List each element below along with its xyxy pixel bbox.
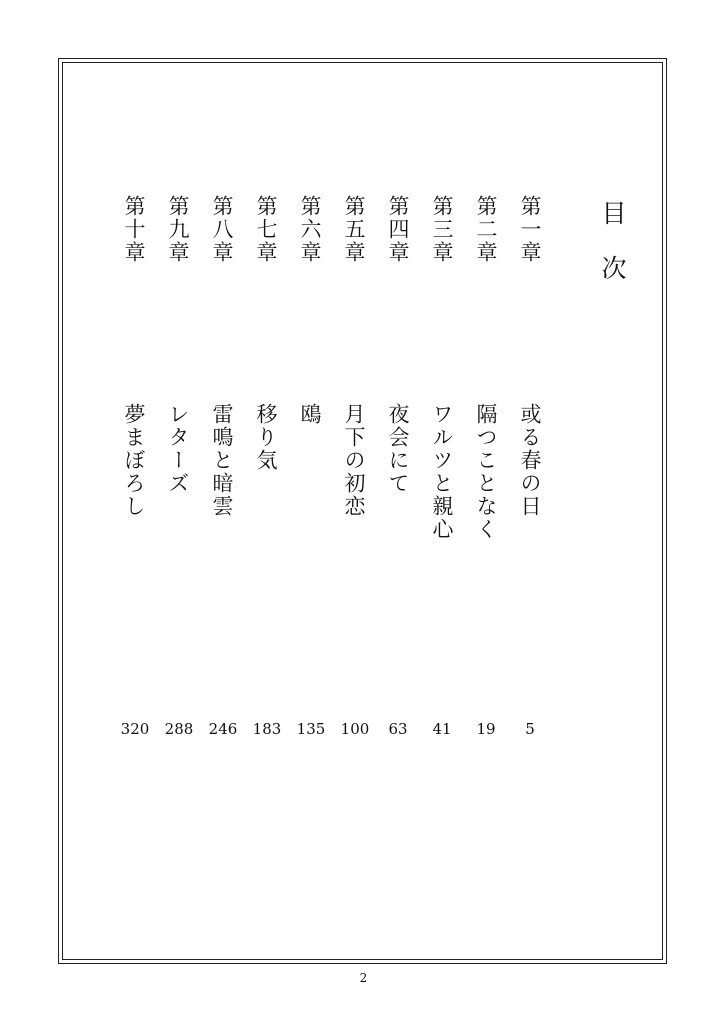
chapter-page-9: 288 — [164, 720, 194, 738]
chapter-label-10: 第十章 — [122, 195, 146, 264]
chapter-page-8: 246 — [208, 720, 238, 738]
chapter-title-5: 月下の初恋 — [342, 403, 366, 518]
chapter-label-3: 第三章 — [430, 195, 454, 264]
chapter-label-8: 第八章 — [210, 195, 234, 264]
chapter-title-8: 雷鳴と暗雲 — [210, 403, 234, 518]
chapter-title-1: 或る春の日 — [518, 403, 542, 518]
chapter-label-6: 第六章 — [298, 195, 322, 264]
chapter-label-2: 第二章 — [474, 195, 498, 264]
chapter-page-4: 63 — [388, 720, 408, 738]
chapter-title-6: 鴎 — [298, 403, 322, 426]
chapter-page-1: 5 — [525, 720, 535, 738]
chapter-label-1: 第一章 — [518, 195, 542, 264]
chapter-page-10: 320 — [120, 720, 150, 738]
chapter-title-9: レターズ — [166, 403, 190, 495]
chapter-label-4: 第四章 — [386, 195, 410, 264]
chapter-page-6: 135 — [296, 720, 326, 738]
chapter-page-2: 19 — [476, 720, 496, 738]
toc-heading: 目次 — [598, 200, 627, 310]
chapter-page-5: 100 — [340, 720, 370, 738]
chapter-label-5: 第五章 — [342, 195, 366, 264]
chapter-title-7: 移り気 — [254, 403, 278, 472]
chapter-page-3: 41 — [432, 720, 452, 738]
chapter-label-9: 第九章 — [166, 195, 190, 264]
chapter-page-7: 183 — [252, 720, 282, 738]
chapter-label-7: 第七章 — [254, 195, 278, 264]
page-number-footer: 2 — [359, 971, 368, 985]
chapter-title-4: 夜会にて — [386, 403, 410, 495]
chapter-title-10: 夢まぼろし — [122, 403, 146, 518]
chapter-title-2: 隔つことなく — [474, 403, 498, 541]
chapter-title-3: ワルツと親心 — [430, 403, 454, 541]
